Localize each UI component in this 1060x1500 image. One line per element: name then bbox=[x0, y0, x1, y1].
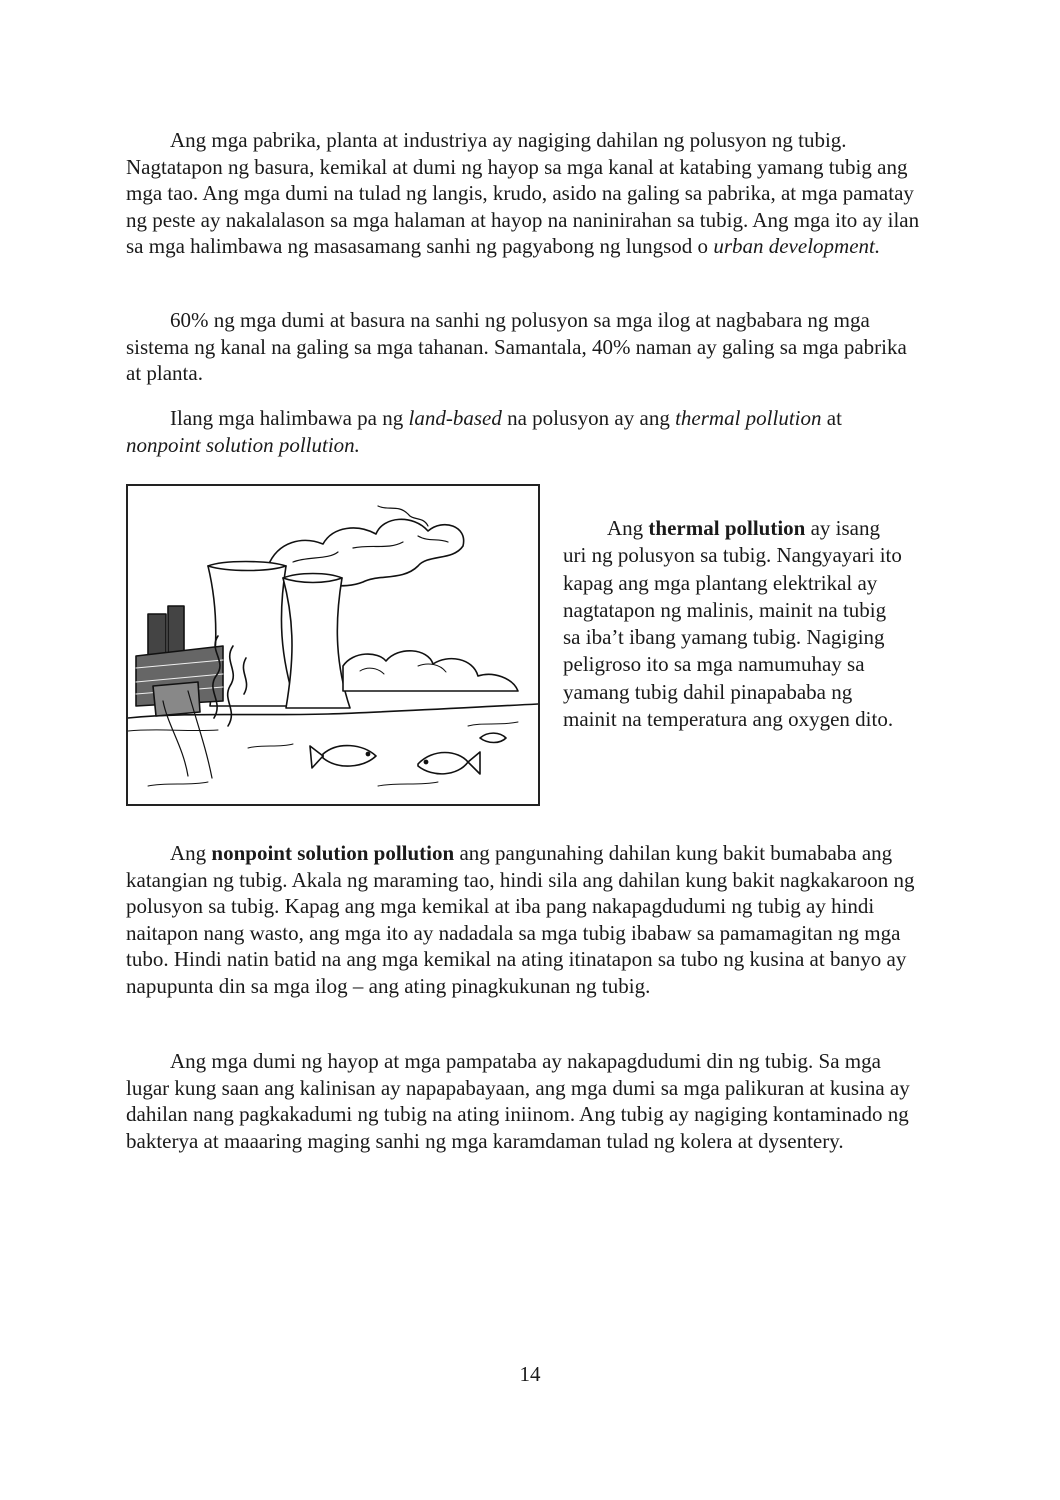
paragraph-factories-pollution: Ang mga pabrika, planta at industriya ay nagiging dahilan ng polusyon ng tubig. Nagtatapon ng basura, kemikal at dumi ng hayop sa mga kanal at katabing yamang tubig ang mga tao. Ang mga dumi na tulad ng langis, krudo, asido na galing sa pabrika, at mga pamatay ng peste ay nakalalason sa mga halaman at hayop na naninirahan sa tubig. Ang mga ito ay ilan sa mga halimbawa ng masasamang sanhi ng pagyabong ng lungsod o urban development. bbox=[126, 128, 920, 258]
thermal-pollution-text bbox=[563, 515, 908, 733]
paragraph-nonpoint-pollution: Ang nonpoint solution pollution ang pangunahing dahilan kung bakit bumababa ang katangian ng tubig. Akala ng maraming tao, hindi sila ang dahilan kung bakit nagkakaroon ng polusyon sa tubig. Kapag ang mga kemikal at iba pang nakapagdudumi ng tubig ay hindi naitapon nang wasto, ang mga ito ay nadadala sa mga tubig ibabaw sa pamamagitan ng mga tubo. Hindi natin batid na ang mga kemikal na ating itinatapon sa tubo ng kusina at banyo ay napupunta din sa mga ilog – ang ating pinagkukunan ng tubig. bbox=[126, 841, 915, 998]
paragraph-percentages: 60% ng mga dumi at basura na sanhi ng polusyon sa mga ilog at nagbabara ng mga sistema ng kanal na galing sa mga tahanan. Samantala, 40% naman ay galing sa mga pabrika at planta. bbox=[126, 308, 907, 385]
page-number: 14 bbox=[519, 1362, 541, 1386]
power-plant-cooling-towers-illustration bbox=[128, 486, 538, 804]
thermal-pollution-illustration bbox=[126, 484, 540, 806]
paragraph-thermal-pollution: Ang thermal pollution ay isang uri ng polusyon sa tubig. Nangyayari ito kapag ang mga plantang elektrikal ay nagtatapon ng malinis, mainit na tubig sa iba’t ibang yamang tubig. Nagiging peligroso ito sa mga namumuhay sa yamang tubig dahil pinapababa ng mainit na temperatura ang oxygen dito. bbox=[563, 516, 902, 732]
paragraph-animal-waste: Ang mga dumi ng hayop at mga pampataba ay nakapagdudumi din ng tubig. Sa mga lugar kung saan ang kalinisan ay napapabayaan, ang mga dumi sa mga palikuran at kusina ay dahilan nang pagkakadumi ng tubig na ating iniinom. Ang tubig ay nagiging kontaminado ng bakterya at maaaring maging sanhi ng mga karamdaman tulad ng kolera at dysentery. bbox=[126, 1049, 910, 1153]
paragraph-land-based-examples: Ilang mga halimbawa pa ng land-based na polusyon ay ang thermal pollution at nonpoint solution pollution. bbox=[126, 406, 842, 457]
